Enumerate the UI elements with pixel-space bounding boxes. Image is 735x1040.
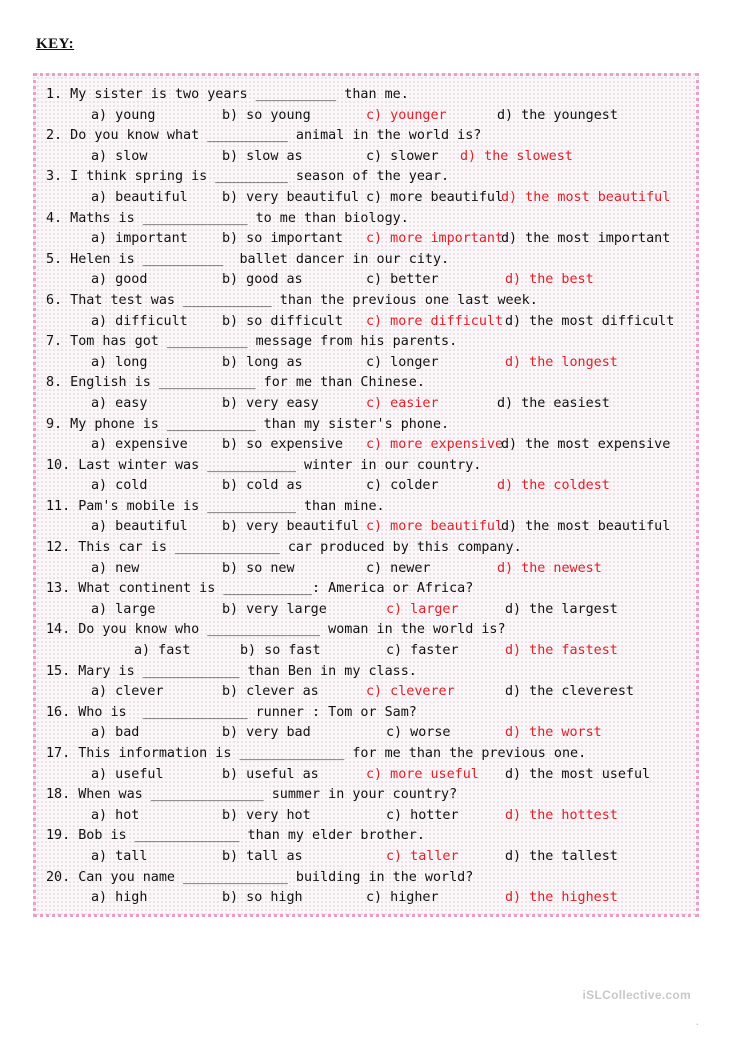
options-row — [36, 188, 696, 208]
option-d-correct: d) the newest — [497, 560, 602, 576]
question-item — [36, 85, 696, 126]
question-text: 20. Can you name _____________ building in the world? — [46, 869, 474, 885]
options-row — [36, 229, 696, 249]
option-a: a) clever — [91, 684, 164, 700]
question-item — [36, 167, 696, 208]
option-b: b) very hot — [222, 807, 311, 823]
question-text: 3. I think spring is _________ season of the year. — [46, 169, 450, 185]
options-row — [36, 765, 696, 785]
question-text: 1. My sister is two years __________ than me. — [46, 87, 409, 102]
option-c: c) longer — [366, 354, 439, 370]
option-d-correct: d) the most beautiful — [501, 189, 671, 205]
options-row — [36, 641, 696, 661]
question-item — [36, 703, 696, 744]
question-item — [36, 868, 696, 909]
option-c: c) faster — [386, 643, 459, 659]
option-d: d) the most difficult — [505, 313, 675, 329]
option-d: d) the most important — [501, 231, 671, 247]
question-text: 17. This information is _____________ for me than the previous one. — [46, 746, 587, 761]
option-c: c) higher — [366, 890, 439, 906]
page-dot: · — [695, 1018, 699, 1031]
question-item — [36, 209, 696, 250]
options-row — [36, 312, 696, 332]
option-c-correct: c) more beautiful — [366, 519, 504, 535]
option-a: a) easy — [91, 395, 148, 411]
question-item — [36, 744, 696, 785]
question-item — [36, 291, 696, 332]
option-b: b) clever as — [222, 684, 319, 700]
question-item — [36, 250, 696, 291]
option-b: b) so fast — [240, 643, 321, 659]
option-d: d) the most useful — [505, 766, 651, 782]
question-text: 9. My phone is ___________ than my sister's phone. — [46, 416, 450, 432]
question-text: 16. Who is _____________ runner : Tom or Sam? — [46, 704, 417, 720]
option-c: c) newer — [366, 560, 431, 576]
option-c-correct: c) easier — [366, 395, 439, 411]
question-text: 12. This car is _____________ car produced by this company. — [46, 540, 522, 556]
question-text: 11. Pam's mobile is ___________ than mine. — [46, 498, 385, 514]
option-c-correct: c) younger — [366, 107, 447, 123]
question-item — [36, 785, 696, 826]
option-b: b) very beautiful — [222, 189, 360, 205]
option-a: a) useful — [91, 766, 164, 782]
option-c-correct: c) cleverer — [366, 684, 455, 700]
question-item — [36, 332, 696, 373]
option-d: d) the cleverest — [505, 684, 634, 700]
option-a: a) long — [91, 354, 148, 370]
question-item — [36, 415, 696, 456]
question-text: 10. Last winter was ___________ winter in our country. — [46, 457, 482, 473]
options-row — [36, 394, 696, 414]
question-item — [36, 579, 696, 620]
options-row — [36, 270, 696, 290]
option-a: a) tall — [91, 848, 148, 864]
question-item — [36, 826, 696, 867]
options-row — [36, 517, 696, 537]
option-c-correct: c) larger — [386, 601, 459, 617]
option-d-correct: d) the hottest — [505, 807, 618, 823]
watermark-logo: iSLCollective.com — [582, 988, 691, 1002]
option-d-correct: d) the best — [505, 272, 594, 288]
option-a: a) slow — [91, 148, 148, 164]
question-text: 4. Maths is _____________ to me than biology. — [46, 210, 409, 226]
options-row — [36, 106, 696, 126]
question-text: 13. What continent is ___________: America or Africa? — [46, 581, 474, 597]
option-d-correct: d) the longest — [505, 354, 618, 370]
option-a: a) fast — [134, 643, 191, 659]
option-b: b) so difficult — [222, 313, 343, 329]
question-list — [36, 85, 696, 909]
option-c-correct: c) more expensive — [366, 437, 504, 453]
option-b: b) slow as — [222, 148, 303, 164]
option-c-correct: c) more useful — [366, 766, 479, 782]
option-c-correct: c) more difficult — [366, 313, 504, 329]
question-item — [36, 538, 696, 579]
question-text: 18. When was ______________ summer in your country? — [46, 787, 458, 803]
option-b: b) so young — [222, 107, 311, 123]
option-b: b) very beautiful — [222, 519, 360, 535]
options-row — [36, 476, 696, 496]
options-row — [36, 353, 696, 373]
option-b: b) so new — [222, 560, 295, 576]
option-b: b) so expensive — [222, 437, 343, 453]
options-row — [36, 682, 696, 702]
option-d: d) the largest — [505, 601, 618, 617]
option-d-correct: d) the highest — [505, 890, 618, 906]
option-c: c) better — [366, 272, 439, 288]
option-b: b) good as — [222, 272, 303, 288]
option-c-correct: c) taller — [386, 848, 459, 864]
options-row — [36, 888, 696, 908]
option-a: a) large — [91, 601, 156, 617]
option-a: a) bad — [91, 725, 140, 741]
option-a: a) important — [91, 231, 188, 247]
question-text: 15. Mary is ____________ than Ben in my class. — [46, 663, 417, 679]
option-b: b) very bad — [222, 725, 311, 741]
option-d-correct: d) the worst — [505, 725, 602, 741]
option-c-correct: c) more important — [366, 231, 504, 247]
option-d-correct: d) the slowest — [460, 148, 573, 164]
page-title: KEY: — [36, 36, 75, 52]
option-d-correct: d) the coldest — [497, 478, 610, 494]
option-b: b) useful as — [222, 766, 319, 782]
option-a: a) expensive — [91, 437, 188, 453]
option-c: c) colder — [366, 478, 439, 494]
option-b: b) so high — [222, 890, 303, 906]
option-a: a) difficult — [91, 313, 188, 329]
question-item — [36, 126, 696, 167]
option-a: a) beautiful — [91, 519, 188, 535]
option-d: d) the tallest — [505, 848, 618, 864]
option-b: b) cold as — [222, 478, 303, 494]
question-text: 6. That test was ___________ than the previous one last week. — [46, 292, 538, 308]
option-d-correct: d) the fastest — [505, 643, 618, 659]
options-row — [36, 847, 696, 867]
option-d: d) the easiest — [497, 395, 610, 411]
question-item — [36, 456, 696, 497]
question-text: 7. Tom has got __________ message from his parents. — [46, 334, 458, 350]
question-text: 2. Do you know what __________ animal in the world is? — [46, 128, 482, 144]
option-a: a) cold — [91, 478, 148, 494]
question-text: 5. Helen is __________ ballet dancer in our city. — [46, 251, 450, 267]
question-item — [36, 497, 696, 538]
options-row — [36, 435, 696, 455]
option-a: a) good — [91, 272, 148, 288]
option-b: b) so important — [222, 231, 343, 247]
question-text: 14. Do you know who ______________ woman in the world is? — [46, 622, 506, 638]
option-d: d) the most expensive — [501, 437, 671, 453]
question-item — [36, 662, 696, 703]
option-c: c) hotter — [386, 807, 459, 823]
question-text: 8. English is ____________ for me than Chinese. — [46, 375, 425, 391]
option-a: a) beautiful — [91, 189, 188, 205]
option-b: b) tall as — [222, 848, 303, 864]
option-a: a) new — [91, 560, 140, 576]
option-d: d) the youngest — [497, 107, 618, 123]
options-row — [36, 559, 696, 579]
option-a: a) young — [91, 107, 156, 123]
question-item — [36, 620, 696, 661]
option-c: c) worse — [386, 725, 451, 741]
question-text: 19. Bob is _____________ than my elder brother. — [46, 828, 425, 844]
question-item — [36, 373, 696, 414]
options-row — [36, 600, 696, 620]
option-b: b) long as — [222, 354, 303, 370]
answer-key-frame — [33, 73, 699, 917]
options-row — [36, 806, 696, 826]
option-c: c) more beautiful — [366, 189, 504, 205]
option-a: a) hot — [91, 807, 140, 823]
option-b: b) very large — [222, 601, 327, 617]
options-row — [36, 723, 696, 743]
options-row — [36, 147, 696, 167]
option-d: d) the most beautiful — [501, 519, 671, 535]
option-b: b) very easy — [222, 395, 319, 411]
option-a: a) high — [91, 890, 148, 906]
option-c: c) slower — [366, 148, 439, 164]
